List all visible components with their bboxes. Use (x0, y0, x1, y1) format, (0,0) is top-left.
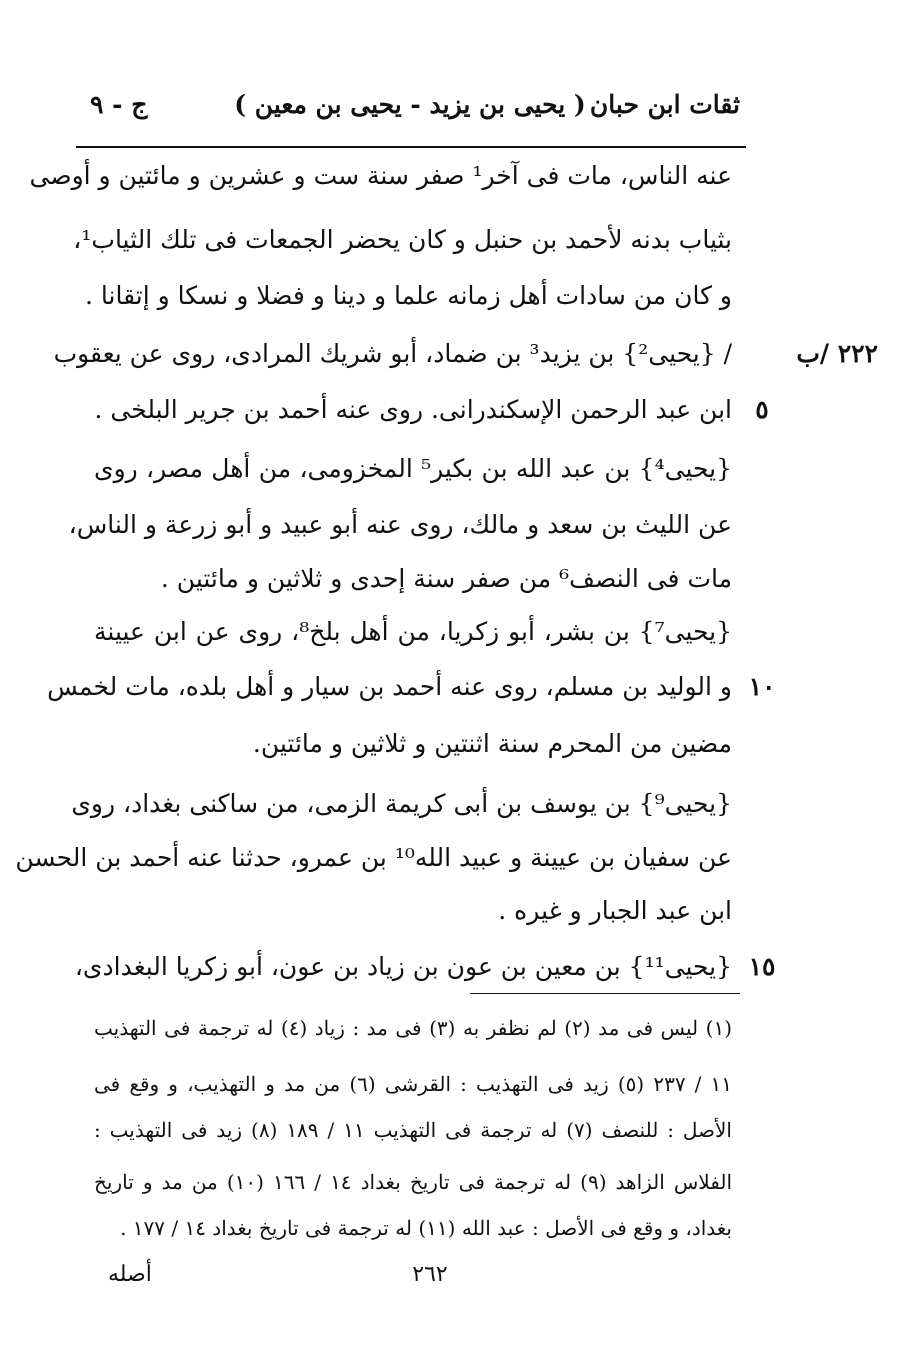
text-line-12: {يحيى⁹} بن يوسف بن أبى كريمة الزمى، من ساكنى بغداد، روى (71, 789, 732, 818)
text-line-8: مات فى النصف⁶ من صفر سنة إحدى و ثلاثين و مائتين . (160, 564, 732, 593)
footnote-line-5: بغداد، و وقع فى الأصل : عبد الله (١١) له ترجمة فى تاريخ بغداد ١٤ / ١٧٧ . (120, 1216, 732, 1240)
catchword: أصله (108, 1262, 152, 1287)
text-line-13: عن سفيان بن عيينة و عبيد الله¹⁰ بن عمرو، حدثنا عنه أحمد بن الحسن (15, 843, 732, 872)
text-line-10: و الوليد بن مسلم، روى عنه أحمد بن سيار و أهل بلده، مات لخمس (47, 672, 732, 701)
text-line-15: {يحيى¹¹} بن معين بن عون بن زياد بن عون، أبو زكريا البغدادى، (74, 952, 732, 981)
line-number-5: ٥ (755, 395, 769, 424)
text-line-1: عنه الناس، مات فى آخر¹ صفر سنة ست و عشرين و مائتين و أوصى (29, 161, 732, 190)
footnote-rule (470, 993, 740, 994)
volume-label: ج - ٩ (90, 90, 148, 119)
text-line-5: ابن عبد الرحمن الإسكندرانى. روى عنه أحمد بن جرير البلخى . (94, 395, 732, 424)
section-title: ( يحيى بن يزيد - يحيى بن معين ) (234, 90, 586, 119)
text-line-4: / {يحيى²} بن يزيد³ بن ضماد، أبو شريك المرادى، روى عن يعقوب (53, 339, 732, 368)
running-header (80, 84, 740, 134)
footnote-line-1: (١) ليس فى مد (٢) لم نظفر به (٣) فى مد : زياد (٤) له ترجمة فى التهذيب (94, 1016, 732, 1040)
text-line-6: {يحيى⁴} بن عبد الله بن بكير⁵ المخزومى، من أهل مصر، روى (94, 454, 732, 483)
header-rule (76, 146, 746, 148)
text-line-14: ابن عبد الجبار و غيره . (498, 896, 732, 925)
page-number: ٢٦٢ (412, 1262, 448, 1287)
footnote-line-4: الفلاس الزاهد (٩) له ترجمة فى تاريخ بغداد ١٤ / ١٦٦ (١٠) من مد و تاريخ (94, 1170, 732, 1194)
line-number-15: ١٥ (748, 952, 776, 981)
margin-folio: ٢٢٢ /ب (796, 339, 878, 368)
text-line-7: عن الليث بن سعد و مالك، روى عنه أبو عبيد و أبو زرعة و الناس، (68, 510, 732, 539)
footnote-line-2: ١١ / ٢٣٧ (٥) زيد فى التهذيب : القرشى (٦) من مد و التهذيب، و وقع فى (94, 1072, 732, 1096)
text-line-9: {يحيى⁷} بن بشر، أبو زكريا، من أهل بلخ⁸، روى عن ابن عيينة (94, 617, 733, 646)
book-title: ثقات ابن حبان (589, 90, 740, 119)
text-line-11: مضين من المحرم سنة اثنتين و ثلاثين و مائتين. (252, 729, 732, 758)
line-number-10: ١٠ (748, 672, 776, 701)
text-line-2: بثياب بدنه لأحمد بن حنبل و كان يحضر الجمعات فى تلك الثياب¹، (73, 225, 732, 254)
footnote-line-3: الأصل : للنصف (٧) له ترجمة فى التهذيب ١١ / ١٨٩ (٨) زيد فى التهذيب : (94, 1118, 732, 1142)
text-line-3: و كان من سادات أهل زمانه علما و دينا و فضلا و نسكا و إتقانا . (85, 281, 732, 310)
